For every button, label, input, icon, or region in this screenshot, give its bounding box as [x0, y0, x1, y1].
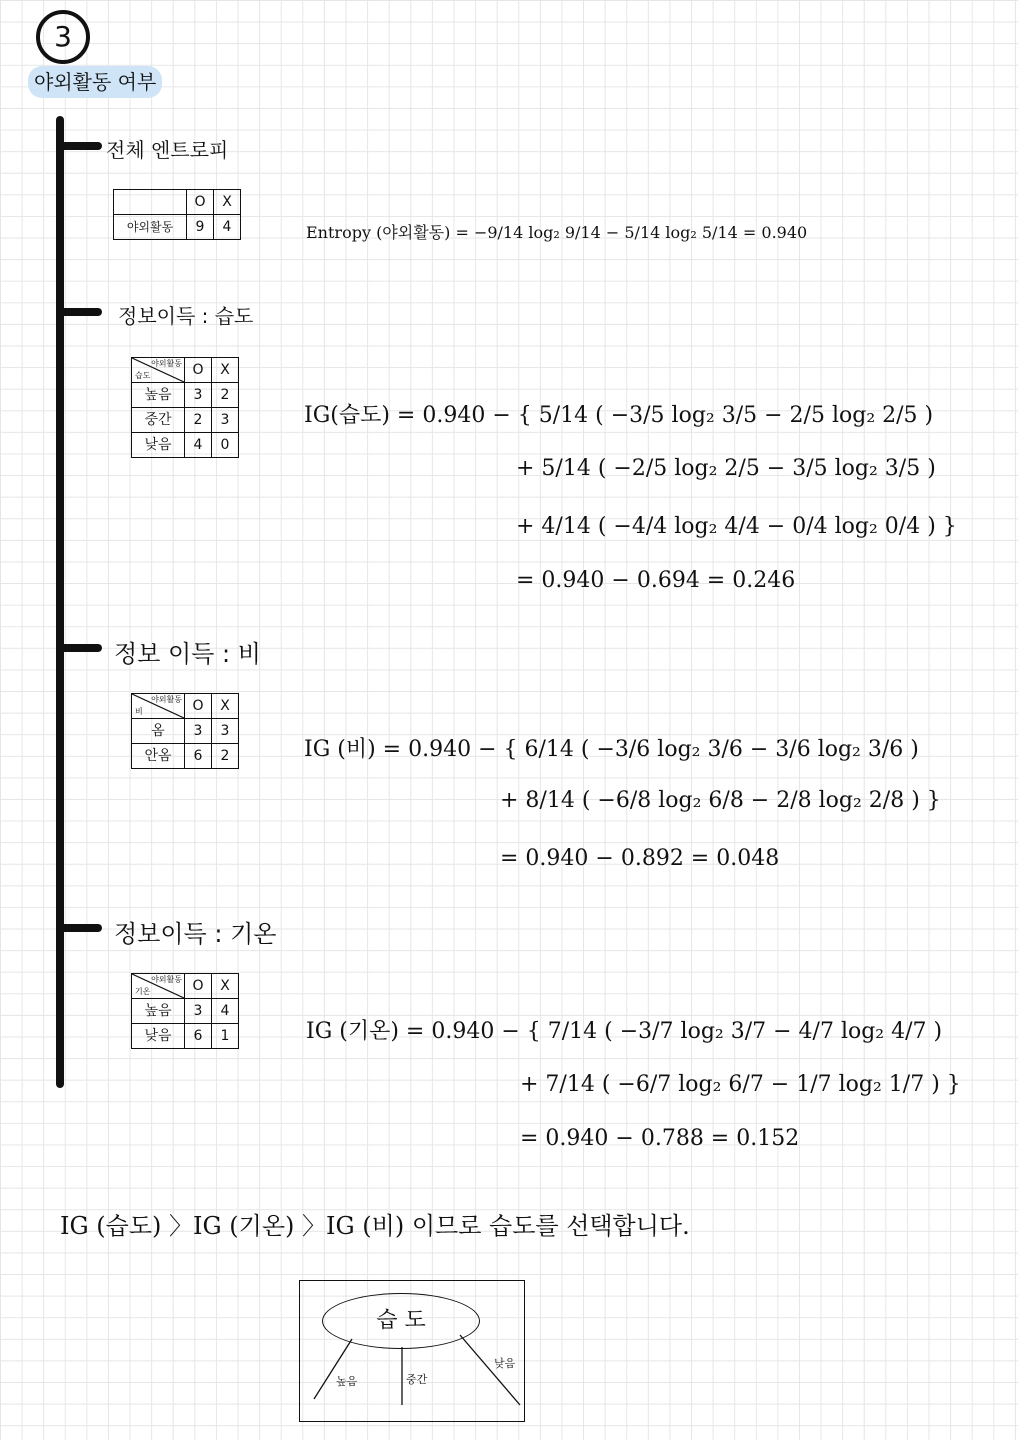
outline-branch-temperature [56, 924, 102, 932]
temperature-count-table [131, 973, 239, 1049]
x-count: 0 [212, 433, 239, 458]
entropy-count-table [113, 189, 241, 240]
corner-label-bottom: 비 [135, 707, 143, 716]
header-o: O [185, 974, 212, 999]
header-o: O [185, 694, 212, 719]
rain-table-corner [132, 694, 185, 719]
x-count: 2 [212, 744, 239, 769]
entropy-row-label: 야외활동 [114, 215, 187, 240]
humidity-table-corner [132, 358, 185, 383]
x-count: 3 [212, 408, 239, 433]
temperature-table-corner [132, 974, 185, 999]
outline-branch-rain [56, 644, 102, 652]
entropy-table-corner [114, 190, 187, 215]
corner-label-bottom: 기온 [135, 987, 151, 996]
x-count: 2 [212, 383, 239, 408]
tree-branch-label: 낮음 [494, 1357, 516, 1370]
o-count: 3 [185, 383, 212, 408]
outline-branch-entropy [56, 142, 102, 150]
outline-branch-humidity [56, 308, 102, 316]
humidity-formula-line-3: + 4/14 ( −4/4 log₂ 4/4 − 0/4 log₂ 0/4 ) } [516, 514, 957, 539]
step-number-badge: 3 [36, 10, 90, 64]
humidity-section-title: 정보이득 : 습도 [118, 304, 254, 328]
corner-label-top: 야외활동 [151, 695, 182, 704]
header-o: O [187, 190, 214, 215]
header-x: X [214, 190, 241, 215]
temperature-formula-result: = 0.940 − 0.788 = 0.152 [520, 1126, 800, 1151]
o-count: 3 [185, 999, 212, 1024]
o-count: 6 [185, 744, 212, 769]
rain-formula-result: = 0.940 − 0.892 = 0.048 [500, 846, 780, 871]
humidity-formula-line-2: + 5/14 ( −2/5 log₂ 2/5 − 3/5 log₂ 3/5 ) [516, 456, 936, 481]
rain-count-table [131, 693, 239, 769]
decision-tree-diagram [299, 1280, 525, 1422]
row-label: 안옴 [132, 744, 185, 769]
row-label: 높음 [132, 999, 185, 1024]
humidity-formula-result: = 0.940 − 0.694 = 0.246 [516, 568, 796, 593]
o-count: 4 [185, 433, 212, 458]
header-x: X [212, 694, 239, 719]
row-label: 높음 [132, 383, 185, 408]
temperature-section-title: 정보이득 : 기온 [114, 920, 277, 948]
o-count: 3 [185, 719, 212, 744]
header-o: O [185, 358, 212, 383]
x-count: 4 [212, 999, 239, 1024]
tree-branch-label: 중간 [406, 1373, 428, 1386]
temperature-formula-line-1: IG (기온) = 0.940 − { 7/14 ( −3/7 log₂ 3/7 − 4/7 log₂ 4/7 ) [306, 1019, 943, 1044]
temperature-formula-line-2: + 7/14 ( −6/7 log₂ 6/7 − 1/7 log₂ 1/7 ) } [520, 1072, 961, 1097]
table-row [132, 433, 239, 458]
header-x: X [212, 358, 239, 383]
table-row [132, 719, 239, 744]
humidity-formula-line-1: IG(습도) = 0.940 − { 5/14 ( −3/5 log₂ 3/5 − 2/5 log₂ 2/5 ) [304, 403, 934, 428]
row-label: 낮음 [132, 1024, 185, 1049]
corner-label-top: 야외활동 [151, 359, 182, 368]
corner-label-top: 야외활동 [151, 975, 182, 984]
entropy-x-count: 4 [214, 215, 241, 240]
row-label: 옴 [132, 719, 185, 744]
table-row [132, 408, 239, 433]
topic-title: 야외활동 여부 [28, 66, 162, 98]
o-count: 2 [185, 408, 212, 433]
corner-label-bottom: 습도 [135, 371, 151, 380]
x-count: 3 [212, 719, 239, 744]
header-x: X [212, 974, 239, 999]
table-row [132, 1024, 239, 1049]
rain-formula-line-1: IG (비) = 0.940 − { 6/14 ( −3/6 log₂ 3/6 − 3/6 log₂ 3/6 ) [304, 737, 919, 762]
row-label: 낮음 [132, 433, 185, 458]
outline-trunk-line [56, 116, 64, 1088]
entropy-o-count: 9 [187, 215, 214, 240]
rain-formula-line-2: + 8/14 ( −6/8 log₂ 6/8 − 2/8 log₂ 2/8 ) } [500, 788, 941, 813]
entropy-formula: Entropy (야외활동) = −9/14 log₂ 9/14 − 5/14 log₂ 5/14 = 0.940 [306, 223, 808, 242]
tree-branch-label: 높음 [336, 1375, 358, 1388]
humidity-count-table [131, 357, 239, 458]
table-row [132, 744, 239, 769]
x-count: 1 [212, 1024, 239, 1049]
o-count: 6 [185, 1024, 212, 1049]
rain-section-title: 정보 이득 : 비 [114, 640, 261, 668]
conclusion-statement: IG (습도) 〉IG (기온) 〉IG (비) 이므로 습도를 선택합니다. [60, 1212, 690, 1240]
tree-root-node: 습 도 [322, 1293, 480, 1349]
row-label: 중간 [132, 408, 185, 433]
entropy-section-title: 전체 엔트로피 [106, 138, 229, 162]
